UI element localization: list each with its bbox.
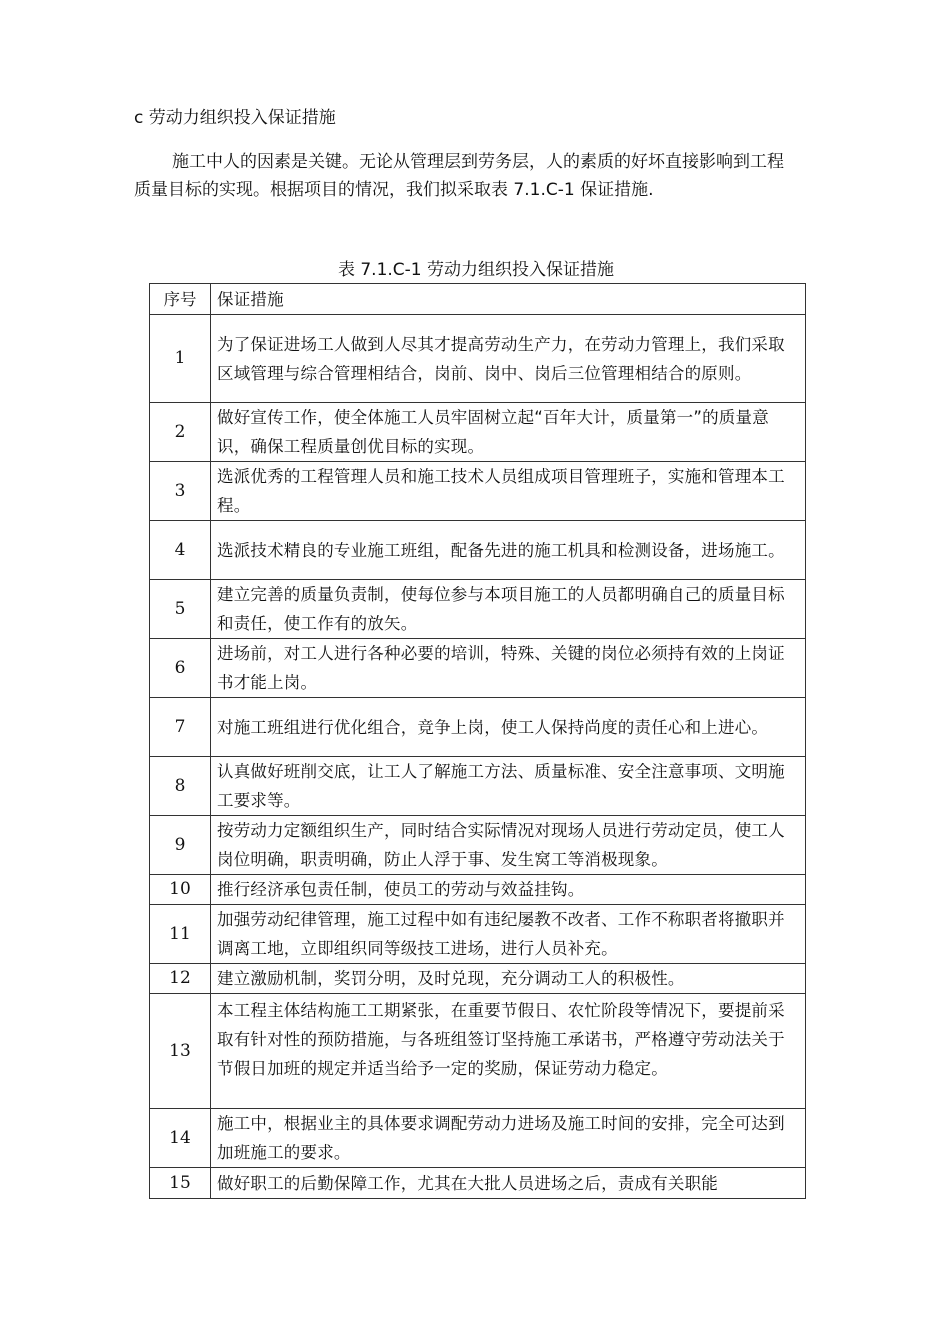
table-row xyxy=(150,964,806,994)
row-number: 4 xyxy=(150,521,211,580)
row-text: 认真做好班削交底，让工人了解施工方法、质量标准、安全注意事项、文明施工要求等。 xyxy=(211,757,806,816)
table-row xyxy=(150,403,806,462)
table-row xyxy=(150,580,806,639)
row-number: 13 xyxy=(150,994,211,1109)
row-number: 6 xyxy=(150,639,211,698)
table-row xyxy=(150,462,806,521)
header-serial: 序号 xyxy=(150,284,211,315)
row-text: 做好宣传工作，使全体施工人员牢固树立起“百年大计，质量第一”的质量意识，确保工程质量创优目标的实现。 xyxy=(211,403,806,462)
intro-paragraph: 施工中人的因素是关键。无论从管理层到劳务层，人的素质的好坏直接影响到工程质量目标的实现。根据项目的情况，我们拟采取表 7.1.C-1 保证措施. xyxy=(134,152,784,200)
table-row xyxy=(150,905,806,964)
row-text: 推行经济承包责任制，使员工的劳动与效益挂钩。 xyxy=(211,875,806,905)
row-text: 做好职工的后勤保障工作，尤其在大批人员进场之后，责成有关职能 xyxy=(211,1168,806,1199)
row-text: 本工程主体结构施工工期紧张，在重要节假日、农忙阶段等情况下，要提前采取有针对性的预防措施，与各班组签订坚持施工承诺书，严格遵守劳动法关于节假日加班的规定并适当给予一定的奖励，保证劳动力稳定。 xyxy=(211,994,806,1109)
table-row xyxy=(150,639,806,698)
table-row xyxy=(150,757,806,816)
table-row xyxy=(150,1168,806,1199)
row-text: 加强劳动纪律管理，施工过程中如有违纪屡教不改者、工作不称职者将撤职并调离工地，立即组织同等级技工进场，进行人员补充。 xyxy=(211,905,806,964)
row-text: 施工中，根据业主的具体要求调配劳动力进场及施工时间的安排，完全可达到加班施工的要求。 xyxy=(211,1109,806,1168)
row-number: 14 xyxy=(150,1109,211,1168)
table-caption: 表 7.1.C-1 劳动力组织投入保证措施 xyxy=(337,260,615,280)
table-row xyxy=(150,875,806,905)
row-text: 建立激励机制，奖罚分明，及时兑现，充分调动工人的积极性。 xyxy=(211,964,806,994)
table-row xyxy=(150,994,806,1109)
section-heading: c 劳动力组织投入保证措施 xyxy=(134,108,336,128)
row-text: 对施工班组进行优化组合，竞争上岗，使工人保持尚度的责任心和上进心。 xyxy=(211,698,806,757)
row-number: 2 xyxy=(150,403,211,462)
row-text: 选派技术精良的专业施工班组，配备先进的施工机具和检测设备，进场施工。 xyxy=(211,521,806,580)
header-measure: 保证措施 xyxy=(211,284,806,315)
row-number: 10 xyxy=(150,875,211,905)
row-number: 15 xyxy=(150,1168,211,1199)
row-text: 为了保证进场工人做到人尽其才提高劳动生产力，在劳动力管理上，我们采取区域管理与综合管理相结合，岗前、岗中、岗后三位管理相结合的原则。 xyxy=(211,315,806,403)
row-number: 11 xyxy=(150,905,211,964)
table-row xyxy=(150,315,806,403)
table-row xyxy=(150,521,806,580)
row-number: 12 xyxy=(150,964,211,994)
table-row xyxy=(150,816,806,875)
row-text: 按劳动力定额组织生产，同时结合实际情况对现场人员进行劳动定员，使工人岗位明确，职责明确，防止人浮于事、发生窝工等消极现象。 xyxy=(211,816,806,875)
measures-table xyxy=(149,283,806,1199)
row-number: 7 xyxy=(150,698,211,757)
row-number: 5 xyxy=(150,580,211,639)
row-text: 选派优秀的工程管理人员和施工技术人员组成项目管理班子，实施和管理本工程。 xyxy=(211,462,806,521)
table-row xyxy=(150,698,806,757)
row-number: 9 xyxy=(150,816,211,875)
row-number: 3 xyxy=(150,462,211,521)
row-number: 8 xyxy=(150,757,211,816)
row-text: 进场前，对工人进行各种必要的培训，特殊、关键的岗位必须持有效的上岗证书才能上岗。 xyxy=(211,639,806,698)
table-header-row xyxy=(150,284,806,315)
row-number: 1 xyxy=(150,315,211,403)
row-text: 建立完善的质量负责制，使每位参与本项目施工的人员都明确自己的质量目标和责任，使工作有的放矢。 xyxy=(211,580,806,639)
table-row xyxy=(150,1109,806,1168)
